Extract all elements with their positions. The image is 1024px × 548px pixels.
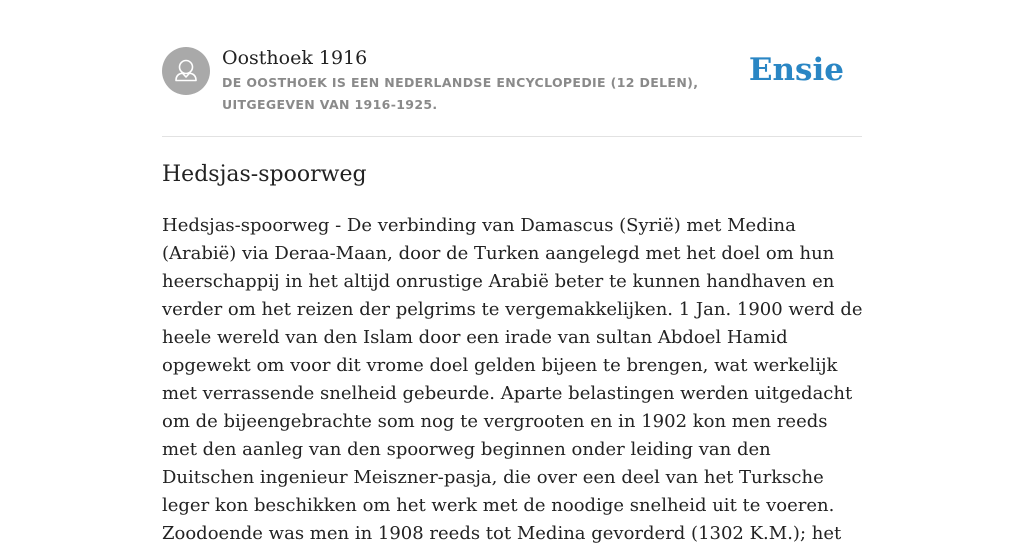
source-description: DE OOSTHOEK IS EEN NEDERLANDSE ENCYCLOPEDIE (12 DELEN), UITGEGEVEN VAN 1916-1925. — [222, 75, 699, 112]
user-placeholder-icon[interactable] — [162, 47, 210, 95]
article-body: Hedsjas-spoorweg - De verbinding van Damascus (Syrië) met Medina (Arabië) via Deraa-Maan, door de Turken aangelegd met het doel om hun heerschappij in het altijd onrustige Arabië beter te kunnen handhaven en verder om het reizen der pelgrims te vergemakkelijken. 1 Jan. 1900 werd de heele wereld van den Islam door een irade van sultan Abdoel Hamid opgewekt om voor dit vrome doel gelden bijeen te brengen, wat werkelijk met verrassende snelheid gebeurde. Aparte belastingen werden uitgedacht om de bijeengebrachte som nog te vergrooten en in 1902 kon men reeds met den aanleg van den spoorweg beginnen onder leiding van den Duitschen ingenieur Meiszner-pasja, die over een deel van het Turksche leger kon beschikken om het werk met de noodige snelheid uit te voeren. Zoodoende was men in 1908 reeds tot Medina gevorderd (1302 K.M.); het — [162, 215, 863, 544]
source-name[interactable]: Oosthoek 1916 — [222, 47, 368, 69]
source-header — [162, 44, 862, 137]
ensie-logo[interactable]: Ensie — [748, 52, 844, 88]
article-title: Hedsjas-spoorweg — [162, 162, 367, 187]
